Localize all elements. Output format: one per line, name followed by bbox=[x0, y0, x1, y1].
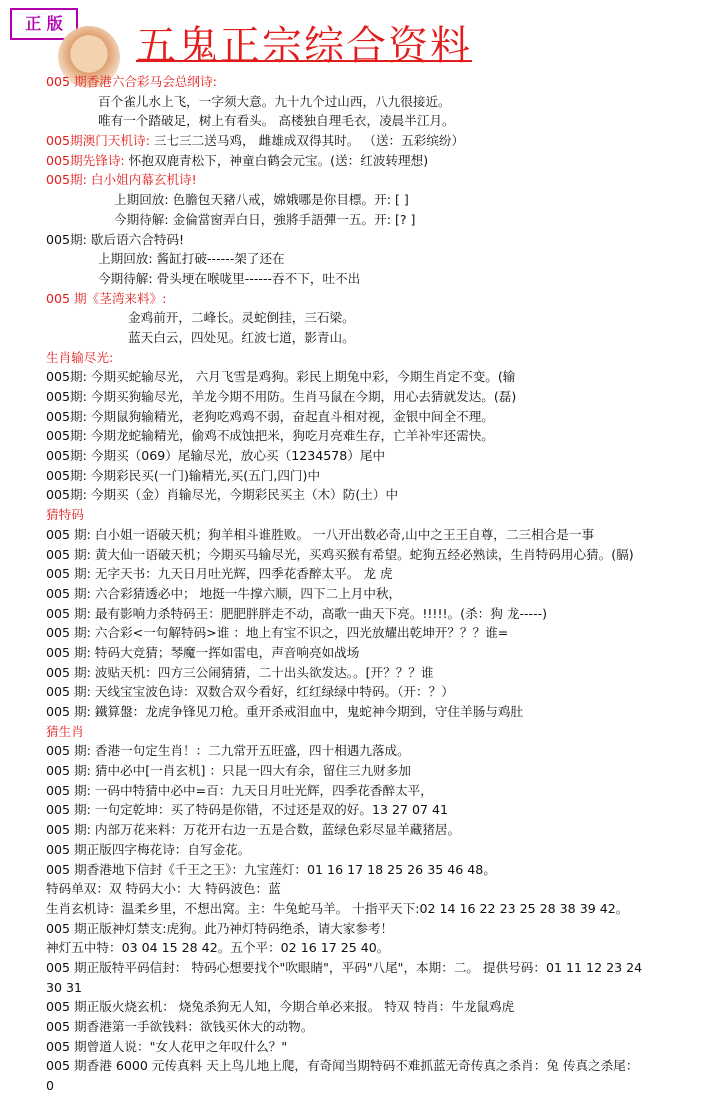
text-line: 005 期: 白小姐一语破天机；狗羊相斗谁胜败。 一八开出数必奇,山中之王王自尊，二三相合是一事 bbox=[46, 526, 595, 542]
text-line: 005 期: 六合彩猜透必中； 地挺一牛撑六顺，四下二上月中秋， bbox=[46, 585, 402, 601]
text-line: 005 期: 一码中特猜中必中=百：九天日月吐光辉，四季花香醉太平， bbox=[46, 782, 433, 798]
text-line: 005期: 歇后语六合特码! bbox=[46, 231, 185, 247]
text-line: 005 期: 一句定乾坤：买了特码是你错，不过还是双的好。13 27 07 41 bbox=[46, 802, 449, 818]
text-line: 今期待解: 金倫當窗弄白日，強將手語彈一五。开: [? ] bbox=[114, 211, 416, 227]
text-line: 005期: 今期买（金）肖输尽光，今期彩民买主（木）防(土）中 bbox=[46, 487, 399, 503]
text-line: 神灯五中特：03 04 15 28 42。五个平：02 16 17 25 40。 bbox=[46, 940, 390, 956]
text-line: 0 bbox=[46, 1078, 55, 1094]
text-line: 005期: 今期买（069）尾输尽光，放心买（1234578）尾中 bbox=[46, 448, 386, 464]
text-line: 金鸡前开，二峰长。灵蛇倒挂，三石梁。 bbox=[128, 310, 355, 326]
text-line: 005 期: 波贴天机：四方三公闹猜猜，二十出头欲发达。。[开？？？谁 bbox=[46, 664, 434, 680]
text-line: 特码单双：双 特码大小：大 特码波色：蓝 bbox=[46, 881, 281, 897]
text-line: 005 期《茎湾来料》: bbox=[46, 290, 167, 306]
text-line: 猜特码 bbox=[46, 507, 84, 523]
text-line: 生肖玄机诗：温柔乡里，不想出窝。主：牛兔蛇马羊。 十指平天下:02 14 16 22 23 25 28 38 39 42。 bbox=[46, 900, 629, 916]
text-line: 005期: 今期买狗输尽光，羊龙今期不用防。生肖马鼠在今期，用心去猜就发达。(磊) bbox=[46, 389, 517, 404]
text-line: 005 期: 香港一句定生肖！：二九常开五旺盛，四十相遇九落成。 bbox=[46, 743, 410, 759]
text-line: 005 期: 鐵算盤：龙虎争锋见刀枪。重开杀戒泪血中，鬼蛇神今期到，守住羊肠与鸡肚 bbox=[46, 704, 524, 719]
text-line: 005期: 今期买蛇输尽光， 六月飞雪是鸡狗。彩民上期兔中彩，今期生肖定不变。(输 bbox=[46, 369, 516, 385]
text-line: 005期: 今期鼠狗输精光，老狗吃鸡鸡不弱，奋起直斗相对视，金银中间全不理。 bbox=[46, 408, 494, 424]
text-line: 005 期: 内部万花来料：万花开右边一五是合数，蓝绿色彩尽显羊藏猪居。 bbox=[46, 822, 461, 838]
text-line bbox=[46, 131, 710, 151]
text-line: 上期回放: 酱缸打破------架了还在 bbox=[98, 251, 285, 267]
text-line: 005 期: 无字天书：九天日月吐光辉，四季花香醉太平。 龙 虎 bbox=[46, 566, 393, 582]
text-line: 生肖输尽光: bbox=[46, 349, 114, 365]
text-line: 上期回放: 色膽包天豬八戒，嫦娥哪是你目標。开: [ ] bbox=[114, 192, 409, 208]
text-line: 百个雀儿水上飞，一字须大意。九十九个过山西，八九很接近。 bbox=[98, 93, 451, 109]
text-line bbox=[46, 151, 710, 171]
text-line: 005 期: 特码大竞猜；琴魔一挥如雷电，声音响亮如战场 bbox=[46, 644, 360, 660]
text-line: 005 期: 天线宝宝波色诗：双数合双今看好，红红绿绿中特码。（开：？） bbox=[46, 684, 454, 700]
text-line: 猜生肖 bbox=[46, 723, 84, 739]
text-line: 005 期正版神灯禁支:虎狗。此乃神灯特码绝杀，请大家参考！ bbox=[46, 920, 394, 936]
text-line: 005 期正版四字梅花诗：自写金花。 bbox=[46, 841, 251, 857]
line-label: 005期澳门天机诗: bbox=[46, 133, 150, 149]
text-line: 005期: 今期彩民买(一门)输精光,买(五门,四门)中 bbox=[46, 467, 321, 483]
edition-badge: 正 版 bbox=[10, 8, 78, 40]
text-line: 005 期正版特平码信封： 特码心想要找个"吹眼睛"，平码"八尾"，本期：二。 提供号码：01 11 12 23 24 bbox=[46, 959, 643, 975]
text-line: 005 期曾道人说："女人花甲之年叹什么？" bbox=[46, 1038, 288, 1054]
text-line: 005 期香港六合彩马会总纲诗: bbox=[46, 74, 217, 89]
text-line: 005 期: 六合彩<一句解特码>谁 ：地上有宝不识之，四光放耀出乾坤开？？？谁= bbox=[46, 625, 509, 641]
text-line: 005期: 今期龙蛇输精光，偷鸡不成蚀把米，狗吃月亮难生存，亡羊补牢还需快。 bbox=[46, 428, 494, 444]
text-line: 今期待解: 骨头埂在喉咙里------吞不下，吐不出 bbox=[98, 270, 361, 286]
text-line: 蓝天白云，四处见。红波七道，影青山。 bbox=[128, 329, 355, 345]
text-line: 30 31 bbox=[46, 979, 83, 995]
text-line: 005 期: 猜中必中[一肖玄机] ：只昆一四大有余，留住三九财多加 bbox=[46, 763, 411, 779]
line-text: 三七三二送马鸡， 雌雄成双得其时。 （送：五彩缤纷） bbox=[149, 133, 465, 149]
line-text: 怀抱双鹿青松下，神童白鹤会元宝。(送：红波转理想) bbox=[124, 152, 429, 168]
text-line: 005 期正版火烧玄机： 烧兔杀狗无人知，今期合单必来报。 特双 特肖：牛龙鼠鸡虎 bbox=[46, 999, 515, 1015]
line-label: 005期先锋诗: bbox=[46, 152, 125, 168]
text-line: 唯有一个踏破足，树上有看头。 高楼独自理毛衣，凌晨半江月。 bbox=[98, 113, 455, 129]
text-line: 005 期: 黄大仙一语破天机；今期买马输尽光，买鸡买猴有希望。蛇狗五经必熟读，生肖特码用心猜。(膈) bbox=[46, 546, 634, 562]
text-line: 005 期香港第一手欲钱料：欲钱买休大的动物。 bbox=[46, 1019, 314, 1034]
content-lines bbox=[46, 72, 710, 1096]
page-title: 五鬼正宗综合资料 bbox=[136, 23, 472, 69]
text-line: 005 期: 最有影响力杀特码王：肥肥胖胖走不动，高歌一曲天下亮。!!!!!。(杀：狗 龙-----) bbox=[46, 605, 548, 621]
text-line: 005 期香港 6000 元传真料 天上鸟儿地上爬，有奇闻当期特码不难抓蓝无奇传真之杀肖：兔 传真之杀尾： bbox=[46, 1058, 639, 1074]
text-line: 005 期香港地下信封《千王之王》：九宝莲灯：01 16 17 18 25 26 35 46 48。 bbox=[46, 861, 496, 877]
text-line: 005期: 白小姐内幕玄机诗! bbox=[46, 172, 197, 188]
